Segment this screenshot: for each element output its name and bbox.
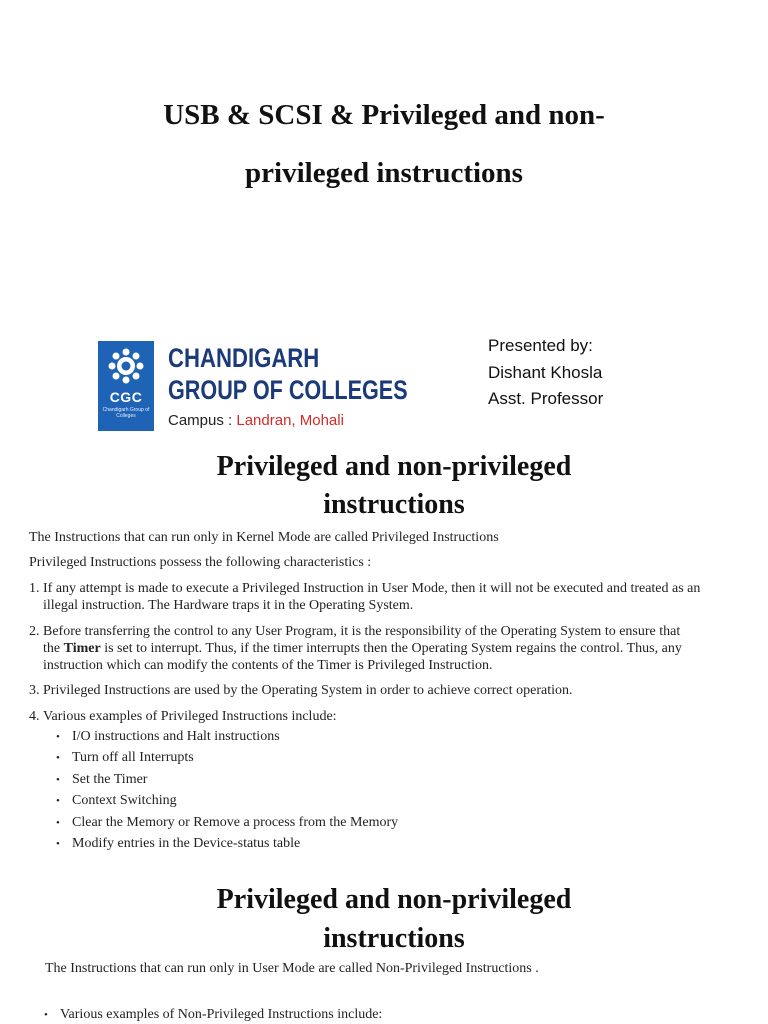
slide1-title-line2: privileged instructions	[245, 157, 523, 189]
slide3-intro: The Instructions that can run only in User Mode are called Non-Privileged Instructions .	[45, 961, 539, 976]
list-item-number: 2.	[29, 624, 40, 639]
campus-place: Landran, Mohali	[236, 412, 344, 429]
slide2-heading-line1: Privileged and non-privileged	[216, 451, 572, 482]
example-text: Turn off all Interrupts	[72, 750, 194, 765]
slide2-heading-line2: instructions	[323, 489, 465, 520]
list-item-2-cont2: instruction which can modify the contents of the Timer is Privileged Instruction.	[43, 658, 493, 673]
list-item-text: Before transferring the control to any User Program, it is the responsibility of the Operating System to ensure that	[43, 624, 681, 639]
list-item-1	[29, 580, 700, 597]
timer-keyword: Timer	[63, 641, 101, 656]
example-item: • Clear the Memory or Remove a process from the Memory	[56, 815, 399, 830]
logo-text-line1: CHANDIGARH	[168, 343, 320, 373]
gear-emblem-icon	[107, 347, 145, 385]
list-item-1-cont: illegal instruction. The Hardware traps it in the Operating System.	[43, 598, 414, 613]
list-item-3	[29, 682, 573, 699]
list-item-number: 1.	[29, 581, 40, 596]
slide1-title-line1: USB & SCSI & Privileged and non-	[163, 99, 605, 131]
example-text: Context Switching	[72, 793, 177, 808]
example-item: • Context Switching	[56, 793, 177, 808]
example-item: • Turn off all Interrupts	[56, 750, 194, 765]
campus-label: Campus :	[168, 412, 237, 429]
logo-text-line2: GROUP OF COLLEGES	[168, 375, 408, 405]
cgc-logo-badge	[98, 341, 154, 431]
list-item-2-cont	[43, 640, 682, 657]
text-run: is set to interrupt. Thus, if the timer interrupts then the Operating System regains the control. Thus, any	[100, 641, 682, 656]
example-text: Modify entries in the Device-status table	[72, 836, 301, 851]
list-item-number: 4.	[29, 709, 40, 724]
bullet-text: Various examples of Non-Privileged Instructions include:	[60, 1007, 383, 1022]
example-item: • I/O instructions and Halt instructions	[56, 729, 280, 744]
example-text: Clear the Memory or Remove a process from the Memory	[72, 815, 399, 830]
presenter-role: Asst. Professor	[488, 389, 604, 408]
slide2-lead: Privileged Instructions possess the following characteristics :	[29, 555, 372, 570]
list-item-text: Various examples of Privileged Instructions include:	[43, 709, 337, 724]
slide2-intro: The Instructions that can run only in Kernel Mode are called Privileged Instructions	[29, 530, 499, 545]
presenter-label: Presented by:	[488, 336, 593, 355]
logo-campus	[168, 412, 344, 429]
example-item: • Modify entries in the Device-status table	[56, 836, 301, 851]
list-item-number: 3.	[29, 683, 40, 698]
slide3-heading-line2: instructions	[323, 923, 465, 954]
text-run: the	[43, 641, 64, 656]
example-text: I/O instructions and Halt instructions	[72, 729, 280, 744]
logo-abbreviation: CGC	[109, 389, 143, 405]
list-item-text: If any attempt is made to execute a Privileged Instruction in User Mode, then it will not be executed and treated as an	[43, 581, 701, 596]
list-item-4	[29, 708, 337, 725]
slide3-heading-line1: Privileged and non-privileged	[216, 884, 572, 915]
example-text: Set the Timer	[72, 772, 148, 787]
list-item-2	[29, 623, 680, 640]
example-item: • Set the Timer	[56, 772, 148, 787]
slide3-bullet: • Various examples of Non-Privileged Instructions include:	[44, 1007, 383, 1022]
list-item-text: Privileged Instructions are used by the Operating System in order to achieve correct operation.	[43, 683, 573, 698]
logo-small-caption: Chandigarh Group of Colleges	[102, 407, 150, 419]
presenter-name: Dishant Khosla	[488, 363, 603, 382]
